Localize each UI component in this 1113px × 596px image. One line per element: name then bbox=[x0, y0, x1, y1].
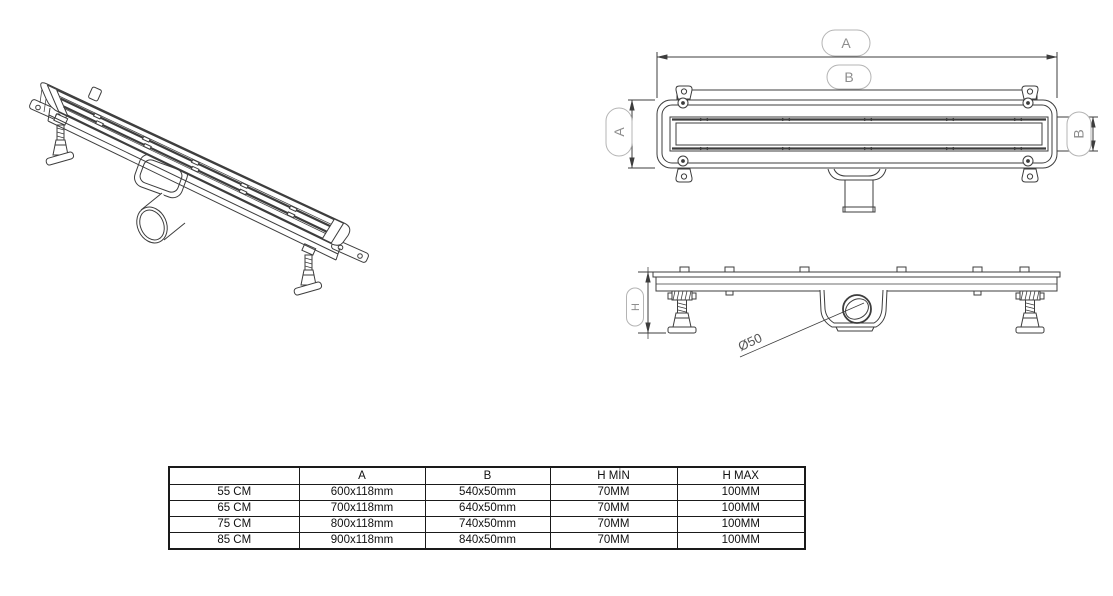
spec-row-75cm bbox=[169, 517, 805, 533]
spec-header-b: B bbox=[425, 467, 550, 485]
side-view-trap bbox=[820, 290, 887, 331]
spec-cell: 65 CM bbox=[169, 501, 299, 517]
spec-cell: 600x118mm bbox=[299, 485, 425, 501]
top-view-outlet bbox=[828, 169, 886, 212]
spec-header-size bbox=[169, 467, 299, 485]
spec-cell: 70MM bbox=[550, 501, 677, 517]
dim-label-b-right: B bbox=[1070, 129, 1087, 139]
outlet-diameter-callout bbox=[736, 303, 864, 357]
dim-label-a-top: A bbox=[841, 35, 851, 51]
spec-cell: 740x50mm bbox=[425, 517, 550, 533]
spec-header-hmin: H MİN bbox=[550, 467, 677, 485]
iso-outlet-cylinder bbox=[131, 193, 185, 248]
dim-width-a-left bbox=[606, 100, 655, 168]
spec-header-hmax: H MAX bbox=[677, 467, 805, 485]
isometric-view bbox=[15, 30, 445, 330]
iso-end-latch bbox=[88, 86, 102, 101]
spec-cell: 100MM bbox=[677, 533, 805, 550]
spec-cell: 85 CM bbox=[169, 533, 299, 550]
spec-row-65cm bbox=[169, 501, 805, 517]
spec-cell: 640x50mm bbox=[425, 501, 550, 517]
spec-cell: 100MM bbox=[677, 485, 805, 501]
spec-cell: 700x118mm bbox=[299, 501, 425, 517]
side-view bbox=[606, 243, 1112, 383]
spec-row-55cm bbox=[169, 485, 805, 501]
dim-inner-width-b-right bbox=[1053, 112, 1098, 156]
spec-cell: 840x50mm bbox=[425, 533, 550, 550]
top-view bbox=[598, 18, 1112, 230]
top-view-frame bbox=[657, 100, 1057, 168]
spec-header-a: A bbox=[299, 467, 425, 485]
dim-label-b-top: B bbox=[844, 69, 854, 85]
dim-label-a-left: A bbox=[611, 127, 627, 137]
spec-cell: 540x50mm bbox=[425, 485, 550, 501]
spec-cell: 75 CM bbox=[169, 517, 299, 533]
spec-table bbox=[168, 466, 806, 550]
spec-cell: 70MM bbox=[550, 485, 677, 501]
spec-cell: 55 CM bbox=[169, 485, 299, 501]
spec-cell: 900x118mm bbox=[299, 533, 425, 550]
side-foot-left bbox=[668, 291, 696, 333]
spec-header-row bbox=[169, 467, 805, 485]
spec-row-85cm bbox=[169, 533, 805, 550]
spec-cell: 70MM bbox=[550, 517, 677, 533]
spec-cell: 800x118mm bbox=[299, 517, 425, 533]
spec-cell: 100MM bbox=[677, 501, 805, 517]
dim-label-h: H bbox=[630, 303, 642, 311]
side-foot-right bbox=[1016, 291, 1044, 333]
outlet-diameter-label: Ø50 bbox=[735, 330, 765, 354]
spec-cell: 70MM bbox=[550, 533, 677, 550]
spec-cell: 100MM bbox=[677, 517, 805, 533]
